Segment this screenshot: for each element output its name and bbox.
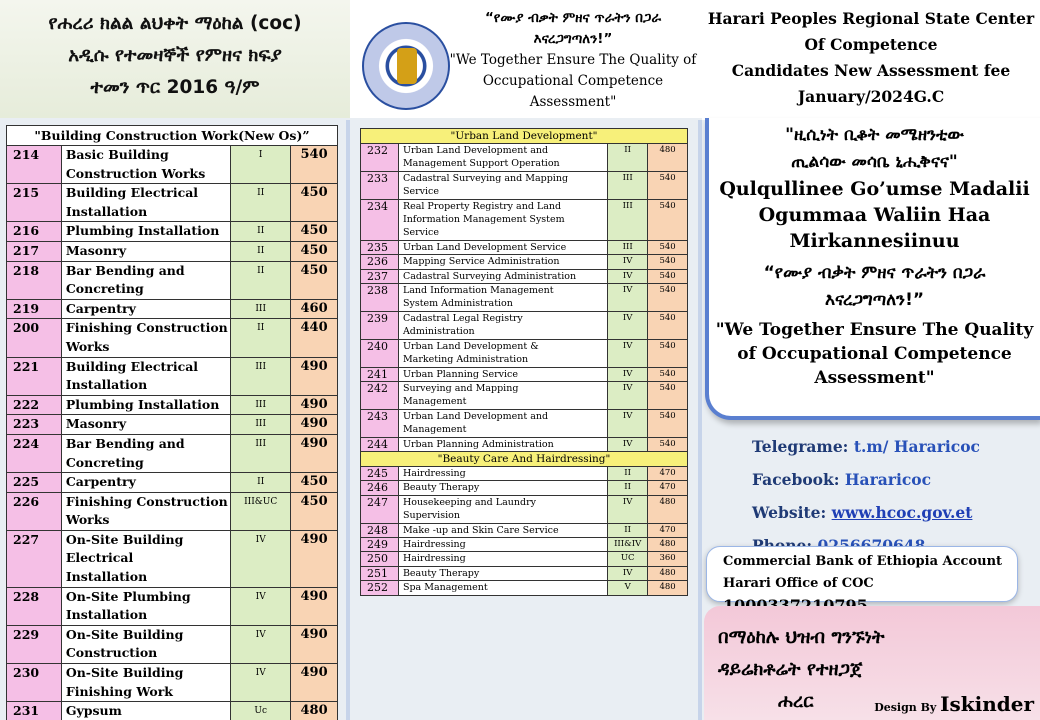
bank-holder: Harari Office of COC	[723, 576, 874, 591]
course-level: IV	[608, 409, 648, 437]
table-row	[361, 552, 688, 566]
building-construction-table	[6, 125, 338, 720]
course-number: 242	[361, 381, 399, 409]
panel-harari-line: "ዚሲነት ቢቆት መሜዘንቲው	[785, 125, 964, 145]
course-name: Make -up and Skin Care Service	[398, 523, 607, 537]
course-name: Carpentry	[61, 299, 230, 319]
course-level: IV	[608, 269, 648, 283]
footer-am-line: ዳይሬክቶሬት የተዘጋጀ	[718, 659, 863, 680]
course-level: III	[231, 357, 291, 395]
panel-amharic-line: እናረጋግጣለን!”	[824, 290, 925, 310]
course-level: IV	[608, 495, 648, 523]
table-caption: "Beauty Care And Hairdressing"	[361, 451, 688, 466]
contact-list	[752, 430, 1040, 562]
course-level: IV	[608, 566, 648, 580]
urban-land-table	[360, 128, 688, 596]
course-name: Housekeeping and Laundry Supervision	[398, 495, 607, 523]
course-fee: 490	[291, 625, 338, 663]
header-left-line: የሐረሪ ክልል ልህቀት ማዕከል (coc)	[48, 13, 302, 34]
course-number: 215	[7, 184, 62, 222]
course-name: Land Information Management System Administration	[398, 284, 607, 312]
website-contact	[752, 496, 1040, 529]
header-left-line: አዲሱ የተመዛኞች የምዘና ክፍያ	[68, 45, 282, 66]
course-number: 226	[7, 492, 62, 530]
table-row	[361, 566, 688, 580]
motto-am-line: እናረጋግጣለን!”	[533, 31, 613, 47]
course-number: 216	[7, 222, 62, 242]
header-right-line: Of Competence	[804, 35, 938, 54]
bank-account-box	[706, 546, 1018, 602]
course-level: II	[231, 473, 291, 493]
header-right-line: January/2024G.C	[797, 87, 945, 106]
course-fee: 490	[291, 664, 338, 702]
course-number: 218	[7, 261, 62, 299]
header-right-line: Candidates New Assessment fee	[731, 61, 1011, 80]
course-name: Building Electrical Installation	[61, 357, 230, 395]
course-fee: 540	[648, 255, 688, 269]
table-row	[361, 523, 688, 537]
footer-place: ሐረር	[778, 691, 814, 712]
course-fee: 540	[648, 311, 688, 339]
course-number: 217	[7, 241, 62, 261]
bank-name: Commercial Bank of Ethiopia Account	[723, 554, 1003, 569]
course-number: 237	[361, 269, 399, 283]
divider	[346, 120, 350, 720]
course-number: 230	[7, 664, 62, 702]
course-fee: 470	[648, 481, 688, 495]
table-row	[7, 492, 338, 530]
course-name: Hairdressing	[398, 466, 607, 480]
course-name: Bar Bending and Concreting	[61, 261, 230, 299]
course-fee: 450	[291, 492, 338, 530]
course-fee: 540	[648, 437, 688, 451]
course-fee: 490	[291, 395, 338, 415]
table-row	[7, 625, 338, 663]
course-fee: 540	[648, 269, 688, 283]
header-left-line: ተመን ጥር 2016 ዓ/ም	[90, 77, 260, 98]
course-fee: 450	[291, 184, 338, 222]
course-name: Cadastral Surveying and Mapping Service	[398, 171, 607, 199]
course-level: II	[231, 319, 291, 357]
course-number: 227	[7, 530, 62, 587]
table-row	[7, 434, 338, 472]
motto-am-line: “የሙያ ብቃት ምዘና ጥራትን በጋራ	[484, 10, 662, 26]
course-level: II	[231, 222, 291, 242]
course-name: Urban Planning Administration	[398, 437, 607, 451]
table-row	[361, 495, 688, 523]
motto-en-line: "We Together Ensure The Quality of	[449, 52, 697, 68]
course-level: II	[608, 523, 648, 537]
course-fee: 470	[648, 523, 688, 537]
course-name: Masonry	[61, 415, 230, 435]
course-fee: 540	[648, 339, 688, 367]
motto-panel	[705, 118, 1040, 420]
table-row	[361, 269, 688, 283]
table-row	[361, 581, 688, 595]
panel-oromo-line: Mirkannesiinuu	[789, 230, 960, 252]
table-row	[361, 481, 688, 495]
course-level: Uc	[231, 702, 291, 720]
course-fee: 450	[291, 261, 338, 299]
course-fee: 490	[291, 587, 338, 625]
course-number: 225	[7, 473, 62, 493]
course-level: IV	[608, 339, 648, 367]
table-row	[7, 146, 338, 184]
header-motto	[350, 0, 702, 118]
table-row	[361, 240, 688, 254]
course-number: 229	[7, 625, 62, 663]
course-name: Cadastral Legal Registry Administration	[398, 311, 607, 339]
course-name: On-Site Building Electrical Installation	[61, 530, 230, 587]
course-fee: 540	[648, 367, 688, 381]
course-level: II	[608, 466, 648, 480]
facebook-label: Facebook:	[752, 470, 840, 489]
footer-credit	[704, 606, 1040, 720]
course-level: III	[608, 199, 648, 240]
course-level: IV	[608, 381, 648, 409]
course-fee: 540	[648, 381, 688, 409]
course-number: 232	[361, 144, 399, 172]
course-number: 247	[361, 495, 399, 523]
course-level: II	[231, 184, 291, 222]
course-fee: 450	[291, 241, 338, 261]
design-credit	[874, 692, 1034, 716]
course-number: 223	[7, 415, 62, 435]
course-level: UC	[608, 552, 648, 566]
course-name: Carpentry	[61, 473, 230, 493]
telegram-label: Telegrame:	[752, 437, 849, 456]
course-name: Plumbing Installation	[61, 222, 230, 242]
table-row	[361, 171, 688, 199]
panel-english-line: of Occupational Competence	[737, 344, 1012, 364]
course-number: 219	[7, 299, 62, 319]
table-row	[7, 184, 338, 222]
table-row	[7, 357, 338, 395]
course-level: II	[231, 261, 291, 299]
course-number: 249	[361, 537, 399, 551]
course-name: On-Site Plumbing Installation	[61, 587, 230, 625]
panel-oromo-line: Qulqullinee Go’umse Madalii	[719, 178, 1030, 200]
telegram-contact	[752, 430, 1040, 463]
header-amharic-title	[0, 0, 350, 118]
course-name: Beauty Therapy	[398, 481, 607, 495]
course-number: 235	[361, 240, 399, 254]
course-fee: 480	[648, 581, 688, 595]
course-fee: 540	[648, 199, 688, 240]
course-number: 234	[361, 199, 399, 240]
footer-am-line: በማዕከሉ ህዝብ ግንኙነት	[718, 627, 885, 648]
table-row	[361, 255, 688, 269]
course-level: III	[231, 415, 291, 435]
course-fee: 540	[291, 146, 338, 184]
course-level: III	[231, 299, 291, 319]
course-fee: 360	[648, 552, 688, 566]
course-number: 221	[7, 357, 62, 395]
table-row	[7, 587, 338, 625]
course-number: 245	[361, 466, 399, 480]
table-row	[361, 144, 688, 172]
panel-amharic-line: “የሙያ ብቃት ምዘና ጥራትን በጋራ	[763, 263, 986, 283]
facebook-contact	[752, 463, 1040, 496]
course-name: Masonry	[61, 241, 230, 261]
table-caption: "Building Construction Work(New Os)”	[7, 126, 338, 146]
website-label: Website:	[752, 503, 827, 522]
course-name: Urban Land Development and Management Support Operation	[398, 144, 607, 172]
course-number: 252	[361, 581, 399, 595]
course-number: 240	[361, 339, 399, 367]
course-fee: 480	[648, 537, 688, 551]
course-name: Hairdressing	[398, 552, 607, 566]
course-level: III	[608, 171, 648, 199]
course-number: 241	[361, 367, 399, 381]
designer-name: Iskinder	[940, 692, 1034, 716]
course-level: III&UC	[231, 492, 291, 530]
course-fee: 490	[291, 434, 338, 472]
course-level: II	[231, 241, 291, 261]
course-number: 251	[361, 566, 399, 580]
course-level: IV	[608, 284, 648, 312]
design-prefix: Design By	[874, 701, 941, 714]
table-row	[361, 381, 688, 409]
course-number: 239	[361, 311, 399, 339]
course-fee: 490	[291, 357, 338, 395]
course-number: 228	[7, 587, 62, 625]
course-fee: 460	[291, 299, 338, 319]
course-name: Cadastral Surveying Administration	[398, 269, 607, 283]
course-level: IV	[231, 664, 291, 702]
table-row	[361, 284, 688, 312]
table-row	[361, 367, 688, 381]
table-row	[7, 299, 338, 319]
course-fee: 490	[291, 530, 338, 587]
course-fee: 450	[291, 473, 338, 493]
course-level: III&IV	[608, 537, 648, 551]
course-name: Hairdressing	[398, 537, 607, 551]
table-row	[7, 415, 338, 435]
table-row	[361, 339, 688, 367]
course-number: 200	[7, 319, 62, 357]
course-number: 224	[7, 434, 62, 472]
course-fee: 450	[291, 222, 338, 242]
course-number: 238	[361, 284, 399, 312]
course-level: IV	[608, 437, 648, 451]
course-level: III	[231, 434, 291, 472]
panel-oromo-line: Ogummaa Waliin Haa	[758, 204, 991, 226]
course-level: IV	[231, 530, 291, 587]
course-name: Urban Land Development and Management	[398, 409, 607, 437]
course-fee: 480	[648, 495, 688, 523]
course-level: II	[608, 481, 648, 495]
table-row	[7, 222, 338, 242]
course-level: IV	[231, 587, 291, 625]
table-row	[7, 261, 338, 299]
course-level: IV	[231, 625, 291, 663]
course-name: Finishing Construction Works	[61, 319, 230, 357]
table-row	[361, 537, 688, 551]
course-number: 236	[361, 255, 399, 269]
course-number: 244	[361, 437, 399, 451]
table-caption: "Urban Land Development"	[361, 129, 688, 144]
course-name: Mapping Service Administration	[398, 255, 607, 269]
course-level: IV	[608, 255, 648, 269]
facebook-link[interactable]: Hararicoc	[844, 470, 932, 489]
course-name: Urban Planning Service	[398, 367, 607, 381]
table-row	[7, 702, 338, 720]
course-fee: 540	[648, 240, 688, 254]
course-level: V	[608, 581, 648, 595]
table-row	[7, 395, 338, 415]
course-name: Plumbing Installation	[61, 395, 230, 415]
course-fee: 440	[291, 319, 338, 357]
table-row	[7, 241, 338, 261]
course-level: II	[608, 144, 648, 172]
course-number: 246	[361, 481, 399, 495]
course-number: 243	[361, 409, 399, 437]
table-row	[361, 409, 688, 437]
course-number: 214	[7, 146, 62, 184]
divider	[698, 120, 702, 720]
course-name: On-Site Building Finishing Work	[61, 664, 230, 702]
course-fee: 540	[648, 409, 688, 437]
course-name: Urban Land Development Service	[398, 240, 607, 254]
header-right-line: Harari Peoples Regional State Center	[707, 9, 1035, 28]
table-row	[7, 473, 338, 493]
panel-english-line: "We Together Ensure The Quality	[715, 320, 1034, 340]
course-name: Surveying and Mapping Management	[398, 381, 607, 409]
course-level: III	[608, 240, 648, 254]
course-number: 231	[7, 702, 62, 720]
course-level: IV	[608, 367, 648, 381]
course-name: Urban Land Development & Marketing Administration	[398, 339, 607, 367]
panel-harari-line: ጢልሳው መሳቤ ኒሒቅናና"	[791, 152, 958, 172]
table-row	[7, 664, 338, 702]
telegram-link[interactable]: t.m/ Hararicoc	[853, 437, 980, 456]
course-fee: 540	[648, 171, 688, 199]
course-name: On-Site Building Construction	[61, 625, 230, 663]
course-fee: 540	[648, 284, 688, 312]
table-row	[361, 311, 688, 339]
course-level: III	[231, 395, 291, 415]
course-name: Real Property Registry and Land Information Management System Service	[398, 199, 607, 240]
table-row	[7, 319, 338, 357]
course-name: Gypsum	[61, 702, 230, 720]
course-name: Spa Management	[398, 581, 607, 595]
course-fee: 470	[648, 466, 688, 480]
course-level: IV	[608, 311, 648, 339]
course-fee: 480	[291, 702, 338, 720]
course-name: Basic Building Construction Works	[61, 146, 230, 184]
course-fee: 480	[648, 144, 688, 172]
website-link[interactable]: www.hcoc.gov.et	[831, 503, 973, 522]
table-row	[361, 466, 688, 480]
course-name: Building Electrical Installation	[61, 184, 230, 222]
course-number: 250	[361, 552, 399, 566]
table-row	[361, 199, 688, 240]
course-fee: 480	[648, 566, 688, 580]
course-number: 233	[361, 171, 399, 199]
panel-english-line: Assessment"	[814, 368, 935, 388]
header-english-title	[702, 0, 1040, 120]
course-name: Finishing Construction Works	[61, 492, 230, 530]
course-name: Beauty Therapy	[398, 566, 607, 580]
course-number: 248	[361, 523, 399, 537]
course-number: 222	[7, 395, 62, 415]
course-name: Bar Bending and Concreting	[61, 434, 230, 472]
course-fee: 490	[291, 415, 338, 435]
table-row	[7, 530, 338, 587]
table-row	[361, 437, 688, 451]
motto-en-line: Occupational Competence Assessment"	[482, 73, 664, 110]
course-level: I	[231, 146, 291, 184]
coc-seal-icon	[362, 22, 450, 110]
